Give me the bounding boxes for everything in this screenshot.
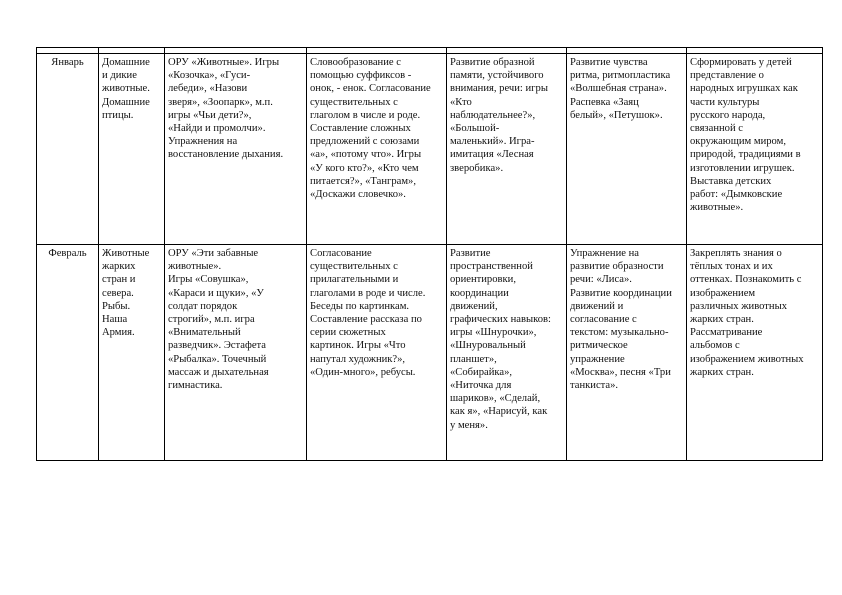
topic-cell bbox=[99, 245, 165, 461]
cognitive-development-text: Развитие образной памяти, устойчивого внимания, речи: игры «Кто наблюдательнее?», «Большой- маленький». Игра- имитация «Лесная зверобика». bbox=[450, 57, 548, 174]
art-cell bbox=[687, 245, 823, 461]
music-text: Развитие чувства ритма, ритмопластика «Волшебная страна». Распевка «Заяц белый», «Петушок». bbox=[570, 57, 671, 121]
speech-development-text: Словообразование с помощью суффиксов - онок, - енок. Согласование существительных с глаголом в числе и роде. Составление сложных предложений с союзами «а», «потому что». Игры «У кого кто?», «Кто чем питается?», «Танграм», «Доскажи словечко». bbox=[310, 57, 431, 201]
music-cell bbox=[567, 54, 687, 245]
table-row bbox=[37, 245, 823, 461]
topic-cell bbox=[99, 54, 165, 245]
physical-activity-cell bbox=[165, 54, 307, 245]
cognitive-development-cell bbox=[447, 245, 567, 461]
art-text: Закреплять знания о тёплых тонах и их оттенках. Познакомить с изображением различных животных жарких стран. Рассматривание альбомов с изображением животных жарких стран. bbox=[690, 248, 804, 378]
art-cell bbox=[687, 54, 823, 245]
physical-activity-cell bbox=[165, 245, 307, 461]
month-text: Февраль bbox=[48, 248, 87, 259]
physical-activity-text: ОРУ «Эти забавные животные». Игры «Совушка», «Караси и щуки», «У солдат порядок строгий», м.п. игра «Внимательный разведчик». Эстафета «Рыбалка». Точечный массаж и дыхательная гимнастика. bbox=[168, 248, 269, 392]
month-cell bbox=[37, 245, 99, 461]
speech-development-cell bbox=[307, 245, 447, 461]
speech-development-cell bbox=[307, 54, 447, 245]
cognitive-development-text: Развитие пространственной ориентировки, координации движений, графических навыков: игры «Шнурочки», «Шнуровальный планшет», «Собирайка», «Ниточка для шариков», «Сделай, как я», «Нарисуй, как у меня». bbox=[450, 248, 551, 431]
cognitive-development-cell bbox=[447, 54, 567, 245]
topic-text: Животные жарких стран и севера. Рыбы. Наша Армия. bbox=[102, 248, 150, 339]
curriculum-table bbox=[36, 47, 823, 461]
art-text: Сформировать у детей представление о народных игрушках как части культуры русского народа, связанной с окружающим миром, природой, традициями в изготовлении игрушек. Выставка детских работ: «Дымковские животные». bbox=[690, 57, 801, 214]
physical-activity-text: ОРУ «Животные». Игры «Козочка», «Гуси- лебеди», «Назови зверя», «Зоопарк», м.п. игры «Чьи дети?», «Найди и промолчи». Упражнения на восстановление дыхания. bbox=[168, 57, 284, 161]
month-cell bbox=[37, 54, 99, 245]
topic-text: Домашние и дикие животные. Домашние птицы. bbox=[102, 57, 150, 121]
month-text: Январь bbox=[51, 57, 84, 68]
music-text: Упражнение на развитие образности речи: «Лиса». Развитие координации движений и согласование с текстом: музыкально- ритмическое упражнение «Москва», песня «Три танкиста». bbox=[570, 248, 672, 392]
speech-development-text: Согласование существительных с прилагательными и глаголами в роде и числе. Беседы по картинкам. Составление рассказа по серии сюжетных картинок. Игры «Что напутал художник?», «Один-много», ребусы. bbox=[310, 248, 426, 378]
music-cell bbox=[567, 245, 687, 461]
table-row bbox=[37, 54, 823, 245]
